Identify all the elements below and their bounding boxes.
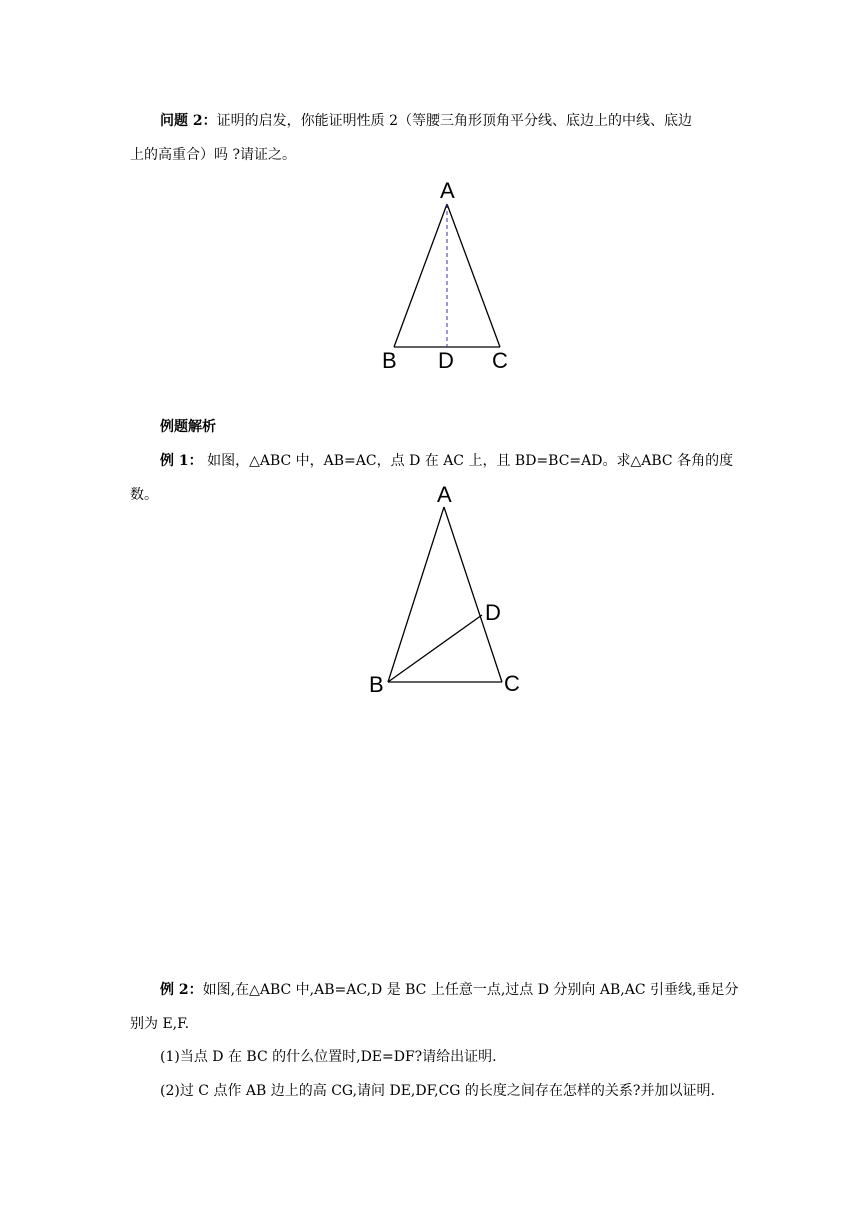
question-2-line2: 上的高重合）吗 ?请证之。 <box>130 147 296 163</box>
figure-1-label-C: C <box>492 348 508 373</box>
figure-2-label-A: A <box>437 482 452 507</box>
figure-2-label-B: B <box>369 672 384 697</box>
example-1-text: 如图，△ABC 中，AB=AC，点 D 在 AC 上，且 BD=BC=AD。求△ABC 各角的度数。 <box>130 453 734 503</box>
section-title: 例题解析 <box>160 419 216 435</box>
figure-2-triangle <box>360 480 540 700</box>
question-2-label: 问题 2： <box>160 113 217 129</box>
example-2-question-1: (1)当点 D 在 BC 的什么位置时,DE=DF?请给出证明. <box>160 1049 497 1065</box>
figure-1-label-B: B <box>382 348 397 373</box>
figure-1-label-D: D <box>438 348 454 373</box>
example-1-label: 例 1： <box>160 453 203 469</box>
example-2-label: 例 2： <box>160 982 203 998</box>
figure-1-isosceles-triangle <box>370 172 530 377</box>
example-2-text: 如图,在△ABC 中,AB=AC,D 是 BC 上任意一点,过点 D 分别向 AB,AC 引垂线,垂足分 <box>202 982 739 998</box>
question-2-text: 证明的启发，你能证明性质 2（等腰三角形顶角平分线、底边上的中线、底边 <box>216 113 692 129</box>
figure-1-label-A: A <box>440 178 455 203</box>
figure-2-label-C: C <box>504 671 520 696</box>
example-2-line1 <box>130 973 750 1007</box>
question-2-line1 <box>130 104 750 138</box>
example-2-question-2: (2)过 C 点作 AB 边上的高 CG,请问 DE,DF,CG 的长度之间存在怎样的关系?并加以证明. <box>160 1083 715 1099</box>
example-2-line2: 别为 E,F. <box>130 1016 190 1032</box>
figure-2-label-D: D <box>485 600 501 625</box>
